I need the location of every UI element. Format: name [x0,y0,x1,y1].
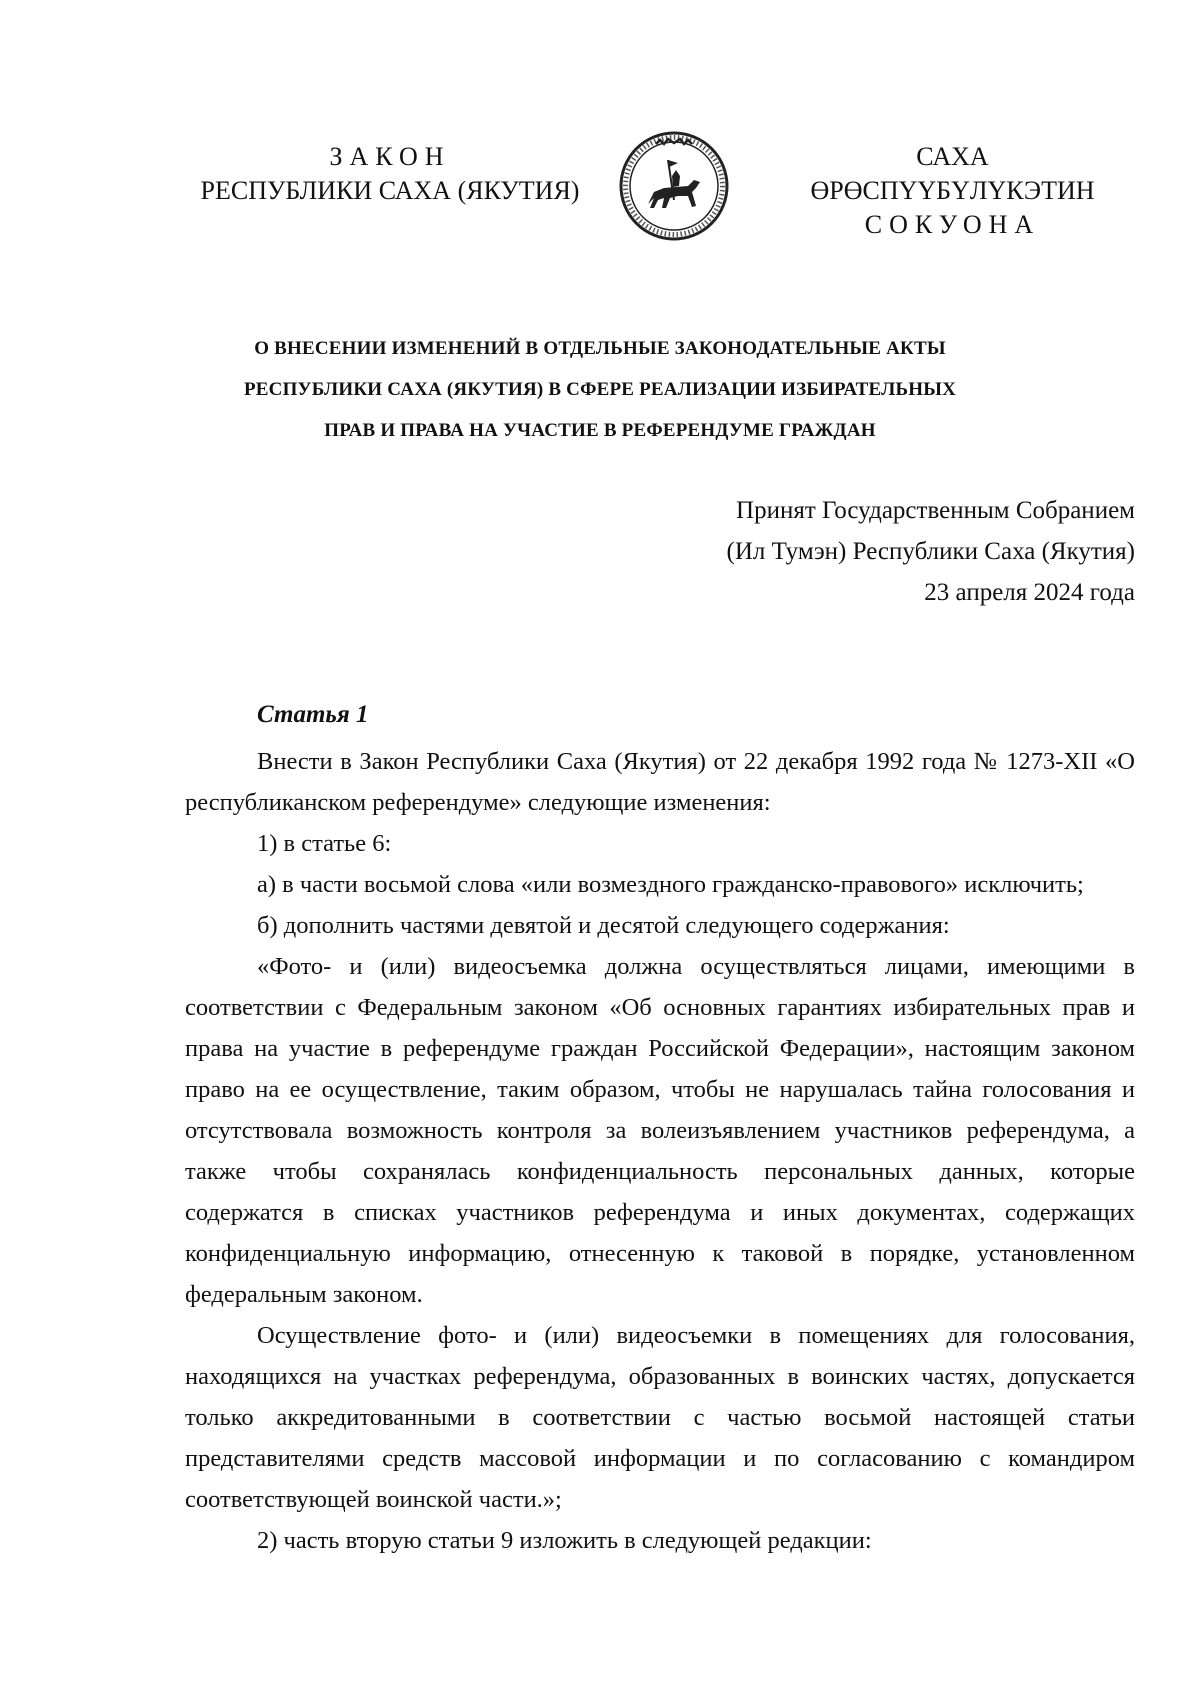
law-title-line-1: О ВНЕСЕНИИ ИЗМЕНЕНИЙ В ОТДЕЛЬНЫЕ ЗАКОНОДАТЕЛЬНЫЕ АКТЫ [254,338,946,359]
quoted-part-10: Осуществление фото- и (или) видеосъемки в помещениях для голосования, находящихся на участках референдума, образованных в воинских частях, допускается только аккредитованными в соответствии с частью восьмой настоящей статьи представителями средств массовой информации и по согласованию с командиром соответствующей воинской части.»; [185,1322,1135,1513]
adoption-line-2: (Ил Тумэн) Республики Саха (Якутия) [726,538,1135,565]
item-1: 1) в статье 6: [257,830,392,857]
article-intro: Внести в Закон Республики Саха (Якутия) от 22 декабря 1992 года № 1273-XII «О республиканском референдуме» следующие изменения: [185,748,1135,816]
header-left [200,140,580,208]
article-heading: Статья 1 [257,701,369,728]
article-body [185,741,1135,1561]
item-2: 2) часть вторую статьи 9 изложить в следующей редакции: [257,1527,872,1554]
header-left-law: ЗАКОН [329,142,451,171]
adoption-note [620,490,1135,613]
quoted-part-9: «Фото- и (или) видеосъемка должна осуществляться лицами, имеющими в соответствии с Федеральным законом «Об основных гарантиях избирательных прав и права на участие в референдуме граждан Российской Федерации», настоящим законом право на ее осуществление, таким образом, чтобы не нарушалась тайна голосования и отсутствовала возможность контроля за волеизъявлением участников референдума, а также чтобы сохранялась конфиденциальность персональных данных, которые содержатся в списках участников референдума и иных документах, содержащих конфиденциальную информацию, отнесенную к таковой в порядке, установленном федеральным законом. [185,953,1135,1308]
law-title-line-3: ПРАВ И ПРАВА НА УЧАСТИЕ В РЕФЕРЕНДУМЕ ГРАЖДАН [324,420,876,441]
header-right-law: СОКУОНА [864,210,1041,239]
header-left-republic: РЕСПУБЛИКИ САХА (ЯКУТИЯ) [200,176,580,205]
item-1a: а) в части восьмой слова «или возмездного гражданско-правового» исключить; [257,871,1084,898]
item-1b: б) дополнить частями девятой и десятой следующего содержания: [257,912,950,939]
adoption-line-1: Принят Государственным Собранием [736,497,1135,524]
coat-of-arms-emblem-icon [618,130,730,242]
header-right [775,140,1130,242]
adoption-date: 23 апреля 2024 года [924,579,1135,606]
law-title [180,328,1020,451]
law-title-line-2: РЕСПУБЛИКИ САХА (ЯКУТИЯ) В СФЕРЕ РЕАЛИЗАЦИИ ИЗБИРАТЕЛЬНЫХ [243,379,957,400]
header-right-republic: САХА ӨРӨСПҮҮБҮЛҮКЭТИН [810,142,1095,205]
